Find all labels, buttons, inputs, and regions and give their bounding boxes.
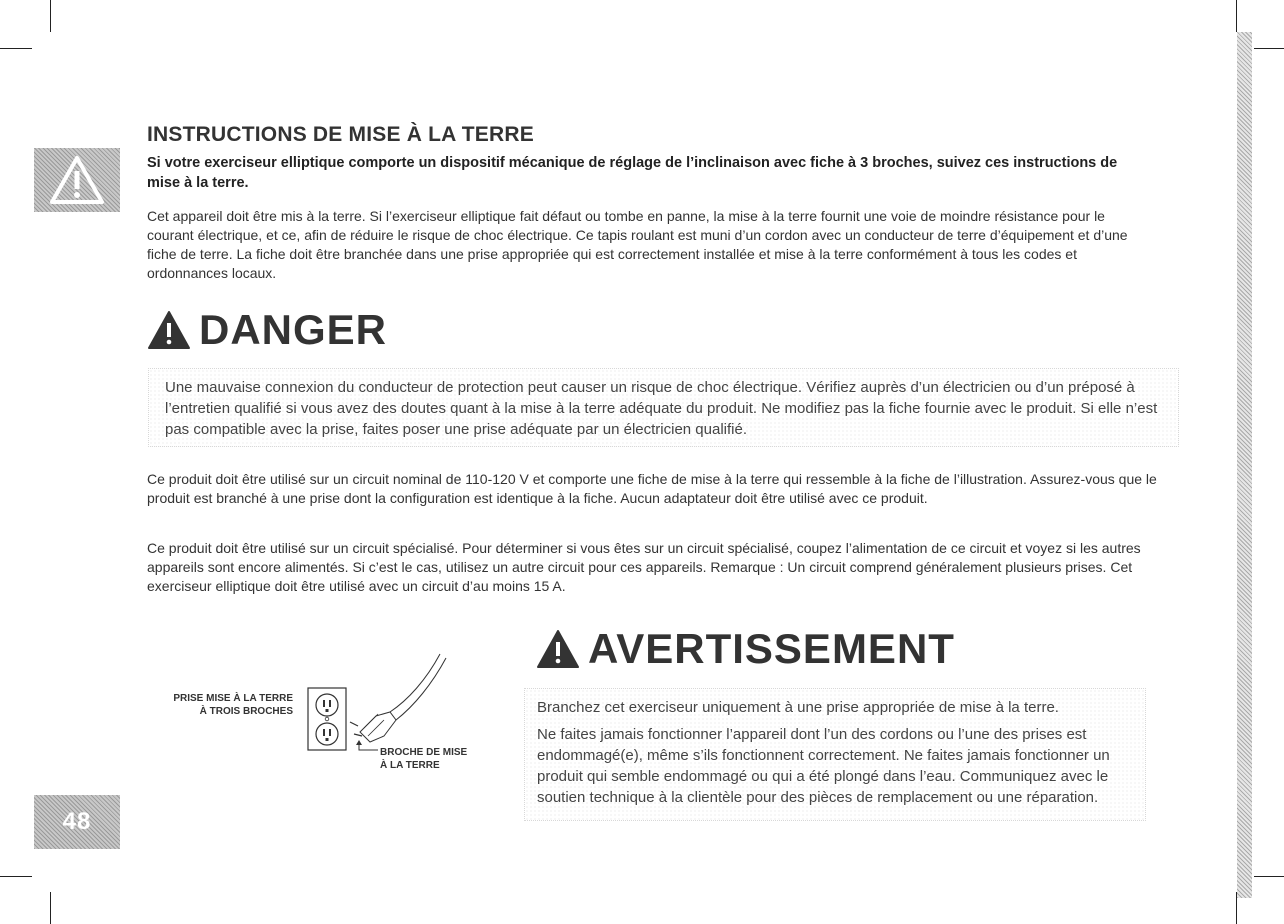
warning-triangle-icon <box>147 310 191 350</box>
ground-pin-label: BROCHE DE MISE À LA TERRE <box>380 747 468 771</box>
crop-mark <box>50 892 51 924</box>
page-number: 48 <box>34 795 120 849</box>
grounded-outlet-illustration <box>298 650 458 760</box>
warning-line-1: Branchez cet exerciseur uniquement à une prise appropriée de mise à la terre. <box>537 699 1059 716</box>
crop-mark <box>1254 48 1284 49</box>
circuit-paragraph: Ce produit doit être utilisé sur un circuit nominal de 110-120 V et comporte une fiche de mise à la terre qui ressemble à la fiche de l’illustration. Assurez-vous que le produit est branché à une prise dont la configuration est identique à la fiche. Aucun adaptateur doit être utilisé avec ce produit. <box>147 471 1157 506</box>
section-subtitle: Si votre exerciseur elliptique comporte un dispositif mécanique de réglage de l’inclinaison avec fiche à 3 broches, suivez ces instructions de mise à la terre. <box>147 155 1118 191</box>
crop-mark <box>0 876 32 877</box>
crop-mark <box>50 0 51 32</box>
crop-mark <box>1254 876 1284 877</box>
danger-box: Une mauvaise connexion du conducteur de protection peut causer un risque de choc électrique. Vérifiez auprès d’un électricien ou d’un préposé à l’entretien qualifié si vous avez des doutes quant à la mise à la terre adéquate du produit. Ne modifiez pas la fiche fournie avec le produit. Si elle n’est pas compatible avec la prise, faites poser une prise adéquate par un électricien qualifié. <box>148 368 1179 447</box>
danger-heading <box>147 306 387 354</box>
warning-triangle-icon <box>536 629 580 669</box>
warning-tab <box>34 148 120 212</box>
section-title: INSTRUCTIONS DE MISE À LA TERRE <box>147 123 534 146</box>
warning-line-2: Ne faites jamais fonctionner l’appareil dont l’un des cordons ou l’une des prises est endommagé(e), même s’ils fonctionnent correctement. Ne faites jamais fonctionner un produit qui semble endommagé ou qui a été plongé dans l’eau. Communiquez avec le soutien technique à la clientèle pour des pièces de remplacement ou une réparation. <box>537 726 1110 806</box>
warning-heading <box>536 625 955 673</box>
crop-mark <box>1236 0 1237 32</box>
warning-heading-text: AVERTISSEMENT <box>588 625 955 672</box>
intro-paragraph: Cet appareil doit être mis à la terre. Si l’exerciseur elliptique fait défaut ou tombe en panne, la mise à la terre fournit une voie de moindre résistance pour le courant électrique, et ce, afin de réduire le risque de choc électrique. Ce tapis roulant est muni d’un cordon avec un conducteur de terre d’équipement et d’une fiche de terre. La fiche doit être branchée dans une prise appropriée qui est correctement installée et mise à la terre conformément à tous les codes et ordonnances locaux. <box>147 208 1128 281</box>
warning-triangle-icon <box>49 155 105 205</box>
page-edge-stripe <box>1237 32 1252 898</box>
danger-heading-text: DANGER <box>199 306 388 353</box>
crop-mark <box>0 48 32 49</box>
outlet-label: PRISE MISE À LA TERRE À TROIS BROCHES <box>173 693 293 717</box>
warning-box <box>524 688 1146 821</box>
dedicated-circuit-paragraph: Ce produit doit être utilisé sur un circuit spécialisé. Pour déterminer si vous êtes sur un circuit spécialisé, coupez l’alimentation de ce circuit et voyez si les autres appareils sont encore alimentés. Si c’est le cas, utilisez un autre circuit pour ces appareils. Remarque : Un circuit comprend généralement plusieurs prises. Cet exerciseur elliptique doit être utilisé avec un circuit d’au moins 15 A. <box>147 540 1141 594</box>
